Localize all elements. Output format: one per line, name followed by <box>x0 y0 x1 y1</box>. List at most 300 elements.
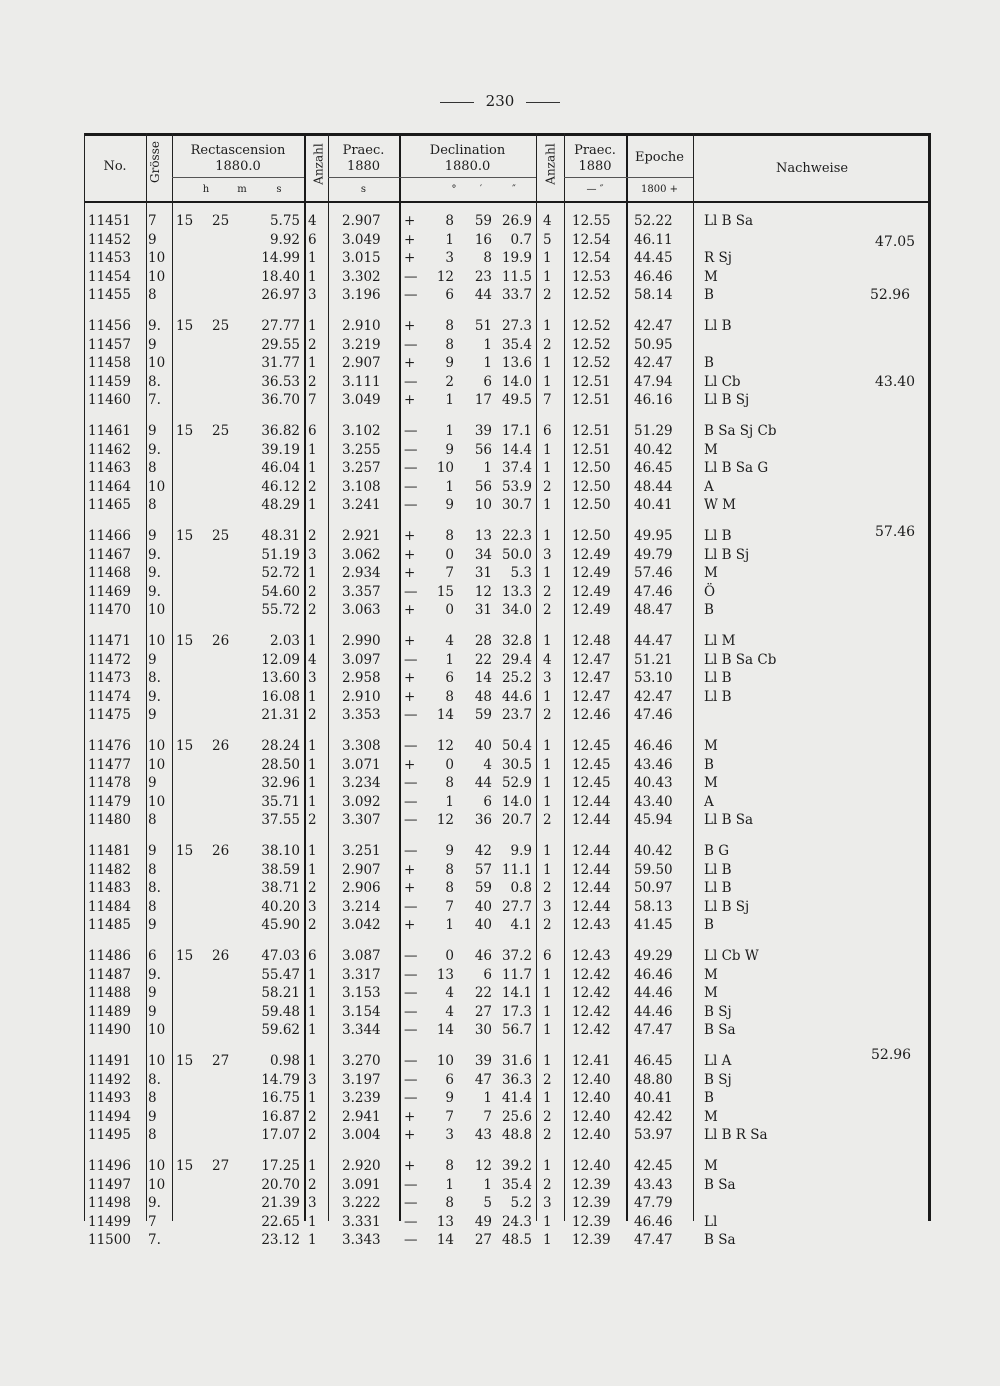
table-row <box>84 232 931 250</box>
header-dec-min: ′ <box>479 184 483 195</box>
dec-precession: 12.45 <box>572 738 611 754</box>
ra-count: 1 <box>308 793 317 810</box>
ra-precession: 3.111 <box>342 373 381 390</box>
ra-precession: 3.004 <box>342 1127 381 1143</box>
margin-note: 57.46 <box>875 524 916 540</box>
magnitude: 8 <box>148 861 157 878</box>
header-praec-ra-year: 1880 <box>346 159 381 174</box>
ra-hours: 15 <box>176 843 194 859</box>
dec-degrees: 9 <box>445 1090 454 1106</box>
dec-seconds: 50.4 <box>501 738 532 754</box>
ra-seconds: 16.75 <box>261 1090 300 1106</box>
ra-precession: 2.910 <box>342 688 381 705</box>
ra-precession: 3.239 <box>342 1090 381 1106</box>
dec-degrees: 13 <box>436 1213 454 1230</box>
epoch: 46.16 <box>634 392 673 408</box>
table-row <box>84 1127 931 1145</box>
dec-degrees: 7 <box>445 565 454 581</box>
magnitude: 9. <box>148 688 161 705</box>
dec-sign: — <box>404 843 418 859</box>
ra-count: 3 <box>308 287 317 303</box>
magnitude: 8 <box>148 497 157 513</box>
dec-seconds: 5.3 <box>510 565 532 581</box>
ra-count: 1 <box>308 861 317 878</box>
dec-sign: + <box>404 756 416 773</box>
star-number: 11474 <box>88 688 131 705</box>
magnitude: 10 <box>148 1158 166 1174</box>
star-number: 11461 <box>88 423 131 439</box>
star-number: 11452 <box>88 231 131 248</box>
dec-count: 2 <box>543 1176 552 1193</box>
dec-minutes: 14 <box>474 670 492 686</box>
dec-count: 3 <box>543 670 552 686</box>
ra-precession: 3.197 <box>342 1071 381 1088</box>
ra-precession: 2.990 <box>342 633 381 649</box>
magnitude: 10 <box>148 478 166 495</box>
dec-count: 2 <box>543 812 552 828</box>
dec-degrees: 8 <box>445 318 454 334</box>
dec-precession: 12.44 <box>572 861 611 878</box>
dec-sign: — <box>404 898 418 915</box>
references: M <box>704 1158 718 1174</box>
ra-precession: 3.062 <box>342 546 381 563</box>
dec-degrees: 8 <box>445 1158 454 1174</box>
table-row <box>84 738 931 756</box>
magnitude: 10 <box>148 756 166 773</box>
ra-seconds: 2.03 <box>269 633 300 649</box>
table-row <box>84 967 931 985</box>
ra-seconds: 55.72 <box>261 602 300 618</box>
dec-count: 1 <box>543 318 552 334</box>
dec-seconds: 33.7 <box>501 287 532 303</box>
dec-seconds: 50.0 <box>501 546 532 563</box>
dec-sign: + <box>404 231 416 248</box>
magnitude: 9 <box>148 985 157 1001</box>
ra-precession: 3.091 <box>342 1176 381 1193</box>
dec-count: 2 <box>543 336 552 353</box>
dec-sign: — <box>404 1195 418 1211</box>
dec-seconds: 14.0 <box>501 793 532 810</box>
header-ra-s: s <box>276 184 282 195</box>
ra-seconds: 48.29 <box>261 497 300 513</box>
dec-precession: 12.39 <box>572 1213 611 1230</box>
star-number: 11454 <box>88 268 131 285</box>
references: B <box>704 917 714 933</box>
star-number: 11473 <box>88 670 131 686</box>
dec-count: 1 <box>543 355 552 371</box>
dec-seconds: 25.2 <box>501 670 532 686</box>
dec-sign: + <box>404 880 416 896</box>
dec-minutes: 40 <box>474 738 492 754</box>
dec-precession: 12.50 <box>572 528 611 544</box>
dec-count: 1 <box>543 1090 552 1106</box>
dec-degrees: 6 <box>445 287 454 303</box>
dec-seconds: 48.5 <box>501 1232 532 1248</box>
header-no: No. <box>103 159 127 174</box>
table-row <box>84 497 931 515</box>
dec-count: 1 <box>543 497 552 513</box>
dec-degrees: 4 <box>445 1003 454 1020</box>
star-number: 11497 <box>88 1176 131 1193</box>
ra-precession: 3.251 <box>342 843 381 859</box>
dec-count: 1 <box>543 268 552 285</box>
table-row <box>84 1195 931 1213</box>
dec-seconds: 27.7 <box>501 898 532 915</box>
references: B <box>704 355 714 371</box>
star-number: 11453 <box>88 250 131 266</box>
magnitude: 10 <box>148 268 166 285</box>
ra-seconds: 17.25 <box>261 1158 300 1174</box>
references: Ll <box>704 1213 718 1230</box>
dec-sign: + <box>404 213 416 229</box>
ra-precession: 3.241 <box>342 497 381 513</box>
dec-precession: 12.52 <box>572 336 611 353</box>
dec-precession: 12.39 <box>572 1232 611 1248</box>
ra-count: 1 <box>308 1053 317 1069</box>
ra-count: 2 <box>308 917 317 933</box>
dec-minutes: 39 <box>474 423 492 439</box>
ra-precession: 2.910 <box>342 318 381 334</box>
dec-minutes: 5 <box>483 1195 492 1211</box>
dec-sign: — <box>404 707 418 723</box>
table-row <box>84 584 931 602</box>
dec-minutes: 27 <box>474 1003 492 1020</box>
dec-sign: — <box>404 775 418 791</box>
dec-precession: 12.50 <box>572 497 611 513</box>
dec-seconds: 34.0 <box>501 602 532 618</box>
dec-sign: + <box>404 633 416 649</box>
ra-seconds: 36.53 <box>261 373 300 390</box>
dec-count: 2 <box>543 1071 552 1088</box>
star-number: 11486 <box>88 948 131 964</box>
ra-count: 1 <box>308 441 317 458</box>
ra-seconds: 48.31 <box>261 528 300 544</box>
dec-sign: + <box>404 546 416 563</box>
table-row <box>84 985 931 1003</box>
star-number: 11457 <box>88 336 131 353</box>
margin-note: 47.05 <box>875 234 916 250</box>
dec-precession: 12.44 <box>572 793 611 810</box>
star-number: 11485 <box>88 917 131 933</box>
table-row <box>84 1158 931 1176</box>
ra-count: 1 <box>308 250 317 266</box>
dec-count: 1 <box>543 250 552 266</box>
star-catalogue-table <box>84 133 931 1248</box>
star-number: 11482 <box>88 861 131 878</box>
dec-degrees: 9 <box>445 843 454 859</box>
magnitude: 9 <box>148 336 157 353</box>
table-row <box>84 1053 931 1071</box>
dec-seconds: 27.3 <box>501 318 532 334</box>
ra-count: 1 <box>308 1022 317 1038</box>
dec-sign: + <box>404 602 416 618</box>
table-row <box>84 318 931 336</box>
star-number: 11480 <box>88 812 131 828</box>
dec-count: 1 <box>543 633 552 649</box>
magnitude: 8. <box>148 670 161 686</box>
references: M <box>704 775 718 791</box>
magnitude: 9 <box>148 775 157 791</box>
dec-sign: — <box>404 1022 418 1038</box>
ra-precession: 3.108 <box>342 478 381 495</box>
dec-precession: 12.54 <box>572 231 611 248</box>
ra-precession: 3.317 <box>342 966 381 983</box>
epoch: 48.80 <box>634 1071 673 1088</box>
ra-count: 1 <box>308 1003 317 1020</box>
magnitude: 9 <box>148 423 157 439</box>
epoch: 40.43 <box>634 775 673 791</box>
dec-minutes: 17 <box>474 392 492 408</box>
star-number: 11456 <box>88 318 131 334</box>
references: A <box>704 478 714 495</box>
ra-seconds: 54.60 <box>261 583 300 600</box>
dec-minutes: 56 <box>474 441 492 458</box>
dec-sign: — <box>404 1176 418 1193</box>
dec-seconds: 14.0 <box>501 373 532 390</box>
ra-seconds: 37.55 <box>261 812 300 828</box>
magnitude: 9. <box>148 583 161 600</box>
ra-seconds: 12.09 <box>261 651 300 668</box>
ra-seconds: 14.79 <box>261 1071 300 1088</box>
ra-seconds: 23.12 <box>261 1232 300 1248</box>
dec-minutes: 44 <box>474 287 492 303</box>
dec-precession: 12.45 <box>572 775 611 791</box>
epoch: 57.46 <box>634 565 673 581</box>
dec-minutes: 31 <box>474 602 492 618</box>
ra-precession: 3.219 <box>342 336 381 353</box>
dec-seconds: 13.3 <box>501 583 532 600</box>
ra-precession: 3.015 <box>342 250 381 266</box>
dec-sign: — <box>404 793 418 810</box>
star-number: 11490 <box>88 1022 131 1038</box>
dec-degrees: 8 <box>445 528 454 544</box>
dec-precession: 12.51 <box>572 373 611 390</box>
ra-minutes: 26 <box>212 633 230 649</box>
dec-minutes: 51 <box>474 318 492 334</box>
magnitude: 8 <box>148 1127 157 1143</box>
ra-seconds: 31.77 <box>261 355 300 371</box>
ra-count: 6 <box>308 423 317 439</box>
magnitude: 10 <box>148 602 166 618</box>
dec-count: 1 <box>543 1213 552 1230</box>
epoch: 47.46 <box>634 707 673 723</box>
epoch: 42.42 <box>634 1108 673 1125</box>
dec-count: 1 <box>543 1158 552 1174</box>
references: Ll B <box>704 528 732 544</box>
ra-precession: 2.958 <box>342 670 381 686</box>
dec-degrees: 13 <box>436 966 454 983</box>
references: Ll A <box>704 1053 732 1069</box>
dec-count: 1 <box>543 1003 552 1020</box>
header-dec-epoch: 1880.0 <box>444 159 491 174</box>
table-row <box>84 1177 931 1195</box>
star-number: 11498 <box>88 1195 131 1211</box>
ra-count: 4 <box>308 651 317 668</box>
dec-sign: — <box>404 497 418 513</box>
ra-hours: 15 <box>176 738 194 754</box>
header-praec-ra-unit: s <box>360 184 367 195</box>
magnitude: 8 <box>148 460 157 476</box>
dec-precession: 12.49 <box>572 565 611 581</box>
epoch: 49.29 <box>634 948 673 964</box>
ra-count: 1 <box>308 775 317 791</box>
dec-minutes: 1 <box>483 460 492 476</box>
epoch: 46.46 <box>634 268 673 285</box>
dec-sign: + <box>404 1108 416 1125</box>
epoch: 46.45 <box>634 460 673 476</box>
magnitude: 10 <box>148 1053 166 1069</box>
star-number: 11483 <box>88 880 131 896</box>
magnitude: 7 <box>148 213 157 229</box>
ra-count: 2 <box>308 880 317 896</box>
dec-precession: 12.47 <box>572 670 611 686</box>
dec-seconds: 20.7 <box>501 812 532 828</box>
dec-minutes: 1 <box>483 1176 492 1193</box>
ra-count: 1 <box>308 1090 317 1106</box>
dec-degrees: 3 <box>445 250 454 266</box>
star-number: 11477 <box>88 756 131 773</box>
dec-precession: 12.40 <box>572 1090 611 1106</box>
epoch: 46.46 <box>634 1213 673 1230</box>
ra-count: 3 <box>308 1195 317 1211</box>
table-row <box>84 775 931 793</box>
ra-seconds: 22.65 <box>261 1213 300 1230</box>
margin-note: 52.96 <box>871 1047 912 1063</box>
dec-precession: 12.52 <box>572 355 611 371</box>
dec-precession: 12.40 <box>572 1071 611 1088</box>
epoch: 59.50 <box>634 861 673 878</box>
dec-seconds: 5.2 <box>510 1195 532 1211</box>
dec-seconds: 36.3 <box>501 1071 532 1088</box>
dec-precession: 12.49 <box>572 546 611 563</box>
table-row <box>84 1109 931 1127</box>
table-row <box>84 1022 931 1040</box>
references: W M <box>704 497 736 513</box>
magnitude: 8. <box>148 373 161 390</box>
dec-count: 1 <box>543 460 552 476</box>
dec-count: 6 <box>543 423 552 439</box>
ra-count: 6 <box>308 948 317 964</box>
epoch: 44.46 <box>634 1003 673 1020</box>
ra-count: 1 <box>308 633 317 649</box>
dec-minutes: 7 <box>483 1108 492 1125</box>
dec-minutes: 42 <box>474 843 492 859</box>
magnitude: 8 <box>148 898 157 915</box>
dec-count: 4 <box>543 213 552 229</box>
ra-seconds: 58.21 <box>261 985 300 1001</box>
ra-hours: 15 <box>176 213 194 229</box>
magnitude: 9 <box>148 917 157 933</box>
ra-seconds: 17.07 <box>261 1127 300 1143</box>
dec-count: 3 <box>543 1195 552 1211</box>
ra-precession: 3.234 <box>342 775 381 791</box>
star-number: 11479 <box>88 793 131 810</box>
magnitude: 9. <box>148 1195 161 1211</box>
dec-minutes: 46 <box>474 948 492 964</box>
dec-degrees: 7 <box>445 898 454 915</box>
magnitude: 10 <box>148 1176 166 1193</box>
dec-count: 1 <box>543 966 552 983</box>
dec-sign: — <box>404 478 418 495</box>
dec-degrees: 14 <box>436 1022 454 1038</box>
magnitude: 7 <box>148 1213 157 1230</box>
ra-count: 2 <box>308 812 317 828</box>
ra-seconds: 21.31 <box>261 707 300 723</box>
dec-seconds: 22.3 <box>501 528 532 544</box>
dec-seconds: 49.5 <box>501 392 532 408</box>
star-number: 11468 <box>88 565 131 581</box>
dec-degrees: 0 <box>445 546 454 563</box>
dec-count: 1 <box>543 688 552 705</box>
ra-precession: 3.222 <box>342 1195 381 1211</box>
table-row <box>84 355 931 373</box>
dec-degrees: 8 <box>445 213 454 229</box>
ra-count: 2 <box>308 373 317 390</box>
references: M <box>704 966 718 983</box>
magnitude: 8 <box>148 812 157 828</box>
dec-sign: + <box>404 565 416 581</box>
dec-precession: 12.39 <box>572 1195 611 1211</box>
header-ra-h: h <box>202 184 210 195</box>
epoch: 47.47 <box>634 1232 673 1248</box>
dec-seconds: 30.5 <box>501 756 532 773</box>
magnitude: 8. <box>148 1071 161 1088</box>
dec-degrees: 12 <box>436 268 454 285</box>
table-row <box>84 1232 931 1250</box>
references: M <box>704 738 718 754</box>
dec-sign: — <box>404 583 418 600</box>
header-epoche: Epoche <box>635 150 684 165</box>
table-row <box>84 528 931 546</box>
ra-count: 1 <box>308 497 317 513</box>
references: Ll B Sa <box>704 213 754 229</box>
table-row <box>84 287 931 305</box>
references: B <box>704 287 714 303</box>
ra-count: 2 <box>308 1127 317 1143</box>
header-dec-deg: ° <box>451 184 457 195</box>
ra-count: 1 <box>308 460 317 476</box>
references: Ll B Sa <box>704 812 754 828</box>
epoch: 46.46 <box>634 738 673 754</box>
magnitude: 9. <box>148 441 161 458</box>
dec-seconds: 4.1 <box>510 917 532 933</box>
ra-count: 3 <box>308 1071 317 1088</box>
dec-precession: 12.46 <box>572 707 611 723</box>
dec-precession: 12.42 <box>572 1003 611 1020</box>
star-number: 11465 <box>88 497 131 513</box>
references: Ll B <box>704 670 732 686</box>
ra-count: 2 <box>308 478 317 495</box>
dec-minutes: 59 <box>474 213 492 229</box>
ra-precession: 3.049 <box>342 231 381 248</box>
star-number: 11469 <box>88 583 131 600</box>
epoch: 46.45 <box>634 1053 673 1069</box>
dec-minutes: 34 <box>474 546 492 563</box>
dec-precession: 12.44 <box>572 812 611 828</box>
references: Ll B Sj <box>704 546 750 563</box>
references: B <box>704 1090 714 1106</box>
dec-minutes: 10 <box>474 497 492 513</box>
dec-degrees: 1 <box>445 423 454 439</box>
table-row <box>84 374 931 392</box>
ra-minutes: 26 <box>212 843 230 859</box>
dec-sign: + <box>404 917 416 933</box>
star-number: 11451 <box>88 213 131 229</box>
dec-degrees: 9 <box>445 355 454 371</box>
dec-count: 3 <box>543 898 552 915</box>
ra-seconds: 28.50 <box>261 756 300 773</box>
ra-precession: 3.087 <box>342 948 381 964</box>
